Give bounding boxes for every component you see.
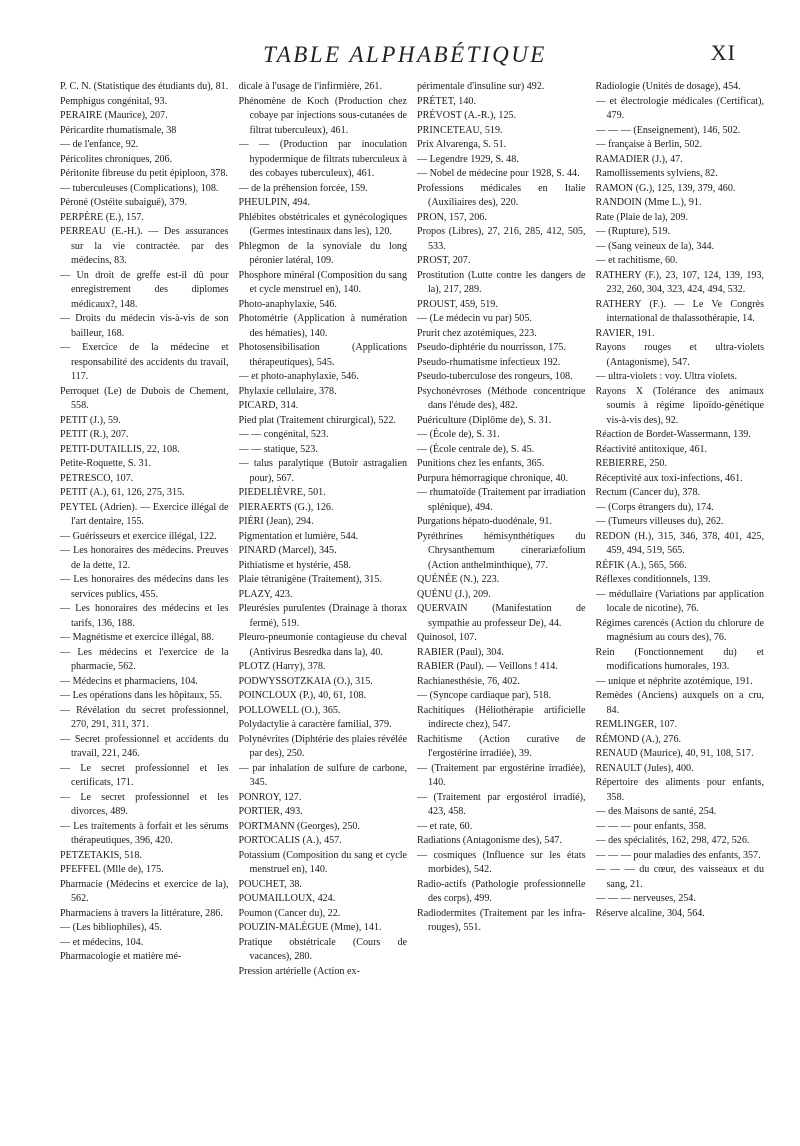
- index-entry: — Legendre 1929, S. 48.: [417, 153, 519, 165]
- index-entry: — médullaire (Variations par application locale de nicotine), 76.: [595, 588, 764, 614]
- index-entry: PERAIRE (Maurice), 207.: [60, 110, 168, 121]
- index-entry: Pied plat (Traitement chirurgical), 522.: [238, 414, 397, 426]
- index-entry: Rate (Plaie de la), 209.: [595, 211, 688, 223]
- index-columns: [60, 80, 764, 1130]
- index-entry: POUCHET, 38.: [238, 878, 302, 890]
- index-entry: POINCLOUX (P.), 40, 61, 108.: [238, 690, 367, 701]
- index-entry: — — congénital, 523.: [238, 429, 329, 440]
- index-entry: Rayons rouges et ultra-violets (Antagonisme), 547.: [595, 342, 764, 368]
- index-entry: Rayons X (Tolérance des animaux soumis à régime lipoïdo-génétique vis-à-vis des), 92.: [595, 385, 764, 426]
- index-entry: PEYTEL (Adrien). — Exercice illégal de l'art dentaire, 155.: [60, 501, 229, 527]
- index-entry: Photosensibilisation (Applications thérapeutiques), 545.: [238, 342, 407, 368]
- index-entry: RABIER (Paul), 304.: [417, 646, 504, 658]
- index-entry: Réceptivité aux toxi-infections, 461.: [595, 472, 743, 484]
- index-entry: — (École centrale de), S. 45.: [417, 443, 535, 455]
- index-entry: PERPÈRE (E.), 157.: [60, 211, 144, 223]
- index-entry: — cosmiques (Influence sur les états morbides), 542.: [417, 849, 586, 875]
- index-entry: RÉMOND (A.), 276.: [595, 733, 682, 745]
- index-entry: Pharmaciens à travers la littérature, 286.: [60, 907, 223, 919]
- index-entry: Pleuro-pneumonie contagieuse du cheval (Antivirus Besredka dans la), 40.: [238, 632, 407, 658]
- index-entry: Phlegmon de la synoviale du long péronier latéral, 109.: [238, 240, 407, 266]
- index-entry: — par inhalation de sulfure de carbone, 345.: [238, 762, 407, 788]
- index-entry: PRÉTET, 140.: [417, 95, 476, 107]
- index-entry: Rachianesthésie, 76, 402.: [417, 675, 520, 687]
- index-entry: Prostitution (Lutte contre les dangers de la), 217, 289.: [417, 269, 586, 295]
- index-entry: Poumon (Cancer du), 22.: [238, 907, 341, 919]
- index-entry: — Nobel de médecine pour 1928, S. 44.: [417, 168, 580, 179]
- index-entry: — rhumatoïde (Traitement par irradiation splénique), 494.: [417, 487, 586, 513]
- index-entry: Pyréthrines hémisynthétiques du Chrysanthemum cinerariæfolium (Action anthelminthique), 77.: [417, 530, 586, 571]
- index-entry: Rein (Fonctionnement du) et modifications humorales, 193.: [595, 646, 764, 672]
- index-entry: — (Traitement par ergostérine irradiée), 140.: [417, 762, 586, 788]
- index-entry: P. C. N. (Statistique des étudiants du), 81.: [60, 81, 229, 92]
- index-entry: RATHERY (F.), 23, 107, 124, 139, 193, 232, 260, 304, 323, 424, 494, 532.: [595, 269, 764, 295]
- index-entry: Réaction de Bordet-Wassermann, 139.: [595, 429, 751, 440]
- index-entry: — tuberculeuses (Complications), 108.: [60, 182, 219, 194]
- index-entry: Pseudo-diphtérie du nourrisson, 175.: [417, 342, 566, 353]
- index-entry: Purpura hémorragique chronique, 40.: [417, 472, 569, 484]
- index-entry: Pression artérielle (Action ex-: [238, 965, 360, 977]
- index-entry: — — — (Enseignement), 146, 502.: [595, 124, 741, 136]
- index-entry: PROST, 207.: [417, 255, 471, 266]
- index-entry: RAMADIER (J.), 47.: [595, 153, 683, 165]
- index-entry: PORTMANN (Georges), 250.: [238, 820, 360, 832]
- index-entry: PERREAU (E.-H.). — Des assurances sur la vie contractée. par des médecins, 83.: [60, 226, 229, 266]
- index-entry: — unique et néphrite azotémique, 191.: [595, 675, 753, 687]
- index-entry: — (Le médecin vu par) 505.: [417, 313, 532, 324]
- index-entry: RÉFIK (A.), 565, 566.: [595, 559, 687, 571]
- index-entry: — Les honoraires des médecins et les tarifs, 136, 188.: [60, 603, 229, 629]
- index-entry: PONROY, 127.: [238, 791, 302, 803]
- index-entry: Pithiatisme et hystérie, 458.: [238, 559, 351, 571]
- index-entry: — — — pour enfants, 358.: [595, 820, 707, 832]
- index-entry: — Secret professionnel et accidents du travail, 221, 246.: [60, 733, 229, 759]
- index-entry: — — — pour maladies des enfants, 357.: [595, 849, 761, 861]
- index-entry: Petite-Roquette, S. 31.: [60, 458, 152, 469]
- index-entry: — talus paralytique (Butoir astragalien pour), 567.: [238, 458, 407, 484]
- index-entry: — Magnétisme et exercice illégal, 88.: [60, 632, 214, 643]
- index-entry: RENAUD (Maurice), 40, 91, 108, 517.: [595, 748, 754, 759]
- index-entry: PIEDELIÈVRE, 501.: [238, 487, 326, 498]
- index-entry: — Le secret professionnel et les divorces, 489.: [60, 791, 229, 817]
- index-entry: Pigmentation et lumière, 544.: [238, 530, 359, 542]
- page-header: [0, 38, 800, 74]
- index-entry: Pseudo-tuberculose des rongeurs, 108.: [417, 371, 573, 382]
- index-entry: — — statique, 523.: [238, 443, 318, 455]
- index-entry: POUMAILLOUX, 424.: [238, 893, 336, 904]
- index-entry: — (Tumeurs villeuses du), 262.: [595, 516, 724, 527]
- index-entry: — Médecins et pharmaciens, 104.: [60, 675, 198, 687]
- index-entry: — française à Berlin, 502.: [595, 139, 703, 150]
- index-entry: QUÉNÉE (N.), 223.: [417, 574, 500, 585]
- index-entry: Répertoire des aliments pour enfants, 358.: [595, 777, 764, 803]
- index-entry: — (Rupture), 519.: [595, 226, 671, 237]
- index-entry: POUZIN-MALÈGUE (Mme), 141.: [238, 922, 382, 933]
- index-entry: PETRESCO, 107.: [60, 472, 134, 484]
- index-entry: Péroné (Ostéite subaiguë), 379.: [60, 197, 187, 208]
- index-entry: — (Sang veineux de la), 344.: [595, 240, 715, 252]
- index-entry: Perroquet (Le) de Dubois de Chement, 558.: [60, 385, 229, 411]
- index-entry: PRINCETEAU, 519.: [417, 124, 503, 136]
- index-entry: — (Syncope cardiaque par), 518.: [417, 690, 551, 701]
- index-entry: — des spécialités, 162, 298, 472, 526.: [595, 835, 750, 846]
- index-entry: — et rachitisme, 60.: [595, 255, 678, 266]
- index-entry: Psychonévroses (Méthode concentrique dans l'étude des), 482.: [417, 385, 586, 411]
- index-entry: Pleurésies purulentes (Drainage à thorax fermé), 519.: [238, 603, 407, 629]
- index-entry: Régimes carencés (Action du chlorure de magnésium au cours des), 76.: [595, 617, 764, 643]
- index-entry: RATHERY (F.). — Le Ve Congrès international de thalassothérapie, 14.: [595, 298, 764, 324]
- index-entry: — (École de), S. 31.: [417, 429, 500, 440]
- index-entry: — Guérisseurs et exercice illégal, 122.: [60, 530, 217, 542]
- index-entry: Potassium (Composition du sang et cycle menstruel en), 140.: [238, 849, 407, 875]
- index-entry: PETIT (R.), 207.: [60, 429, 129, 440]
- index-entry: — ultra-violets : voy. Ultra violets.: [595, 371, 737, 382]
- index-entry: PICARD, 314.: [238, 400, 299, 411]
- index-entry: PETZETAKIS, 518.: [60, 849, 142, 861]
- page-number: XI: [710, 40, 736, 65]
- running-title: TABLE ALPHABÉTIQUE: [263, 42, 547, 67]
- index-entry: Photo-anaphylaxie, 546.: [238, 298, 337, 310]
- index-entry: Plaie tétranigène (Traitement), 315.: [238, 574, 382, 585]
- index-entry: RAVIER, 191.: [595, 327, 655, 339]
- index-entry: — — — nerveuses, 254.: [595, 893, 696, 904]
- index-entry: PETIT (A.), 61, 126, 275, 315.: [60, 487, 185, 498]
- index-column-2: [239, 80, 408, 1130]
- index-entry: Quinosol, 107.: [417, 632, 477, 643]
- index-entry: REBIERRE, 250.: [595, 458, 667, 469]
- index-entry: RABIER (Paul). — Veillons ! 414.: [417, 661, 558, 672]
- index-entry: PODWYSSOTZKAIA (O.), 315.: [238, 675, 373, 687]
- index-entry: — de l'enfance, 92.: [60, 139, 139, 150]
- index-entry: PLAZY, 423.: [238, 588, 293, 600]
- index-column-4: [596, 80, 765, 1130]
- index-entry: — Les traitements à forfait et les sérums thérapeutiques, 396, 420.: [60, 820, 229, 846]
- index-entry: — Les honoraires des médecins. Preuves de la dette, 12.: [60, 545, 229, 571]
- index-entry: Radio-actifs (Pathologie professionnelle des corps), 499.: [417, 878, 586, 904]
- index-entry: Professions médicales en Italie (Auxiliaires des), 220.: [417, 182, 586, 208]
- index-entry: Puériculture (Diplôme de), S. 31.: [417, 414, 552, 426]
- index-entry: Punitions chez les enfants, 365.: [417, 458, 545, 469]
- index-entry: — Révélation du secret professionnel, 270, 291, 311, 371.: [60, 704, 229, 730]
- index-entry: Remèdes (Anciens) auxquels on a cru, 84.: [595, 690, 764, 716]
- index-entry: Pharmacie (Médecins et exercice de la), 562.: [60, 878, 229, 904]
- index-entry: Prix Alvarenga, S. 51.: [417, 139, 507, 150]
- index-entry: Réflexes conditionnels, 139.: [595, 574, 711, 585]
- index-entry: PIERAERTS (G.), 126.: [238, 501, 334, 513]
- index-entry: — Les honoraires des médecins dans les services publics, 455.: [60, 574, 229, 600]
- index-entry: — et rate, 60.: [417, 820, 473, 832]
- index-entry: RENAULT (Jules), 400.: [595, 762, 694, 774]
- index-entry: — et photo-anaphylaxie, 546.: [238, 371, 359, 382]
- index-entry: POLLOWELL (O.), 365.: [238, 704, 341, 716]
- index-entry: Purgations hépato-duodénale, 91.: [417, 516, 552, 527]
- index-entry: — et électrologie médicales (Certificat), 479.: [595, 95, 764, 121]
- index-entry: — Le secret professionnel et les certificats, 171.: [60, 762, 229, 788]
- index-entry: REMLINGER, 107.: [595, 719, 678, 730]
- index-entry: RANDOIN (Mme L.), 91.: [595, 197, 702, 208]
- index-entry: Péricardite rhumatismale, 38: [60, 124, 177, 136]
- index-entry: — (Traitement par ergostérol irradié), 423, 458.: [417, 791, 586, 817]
- index-entry: Pemphigus congénital, 93.: [60, 95, 168, 107]
- index-entry: PRON, 157, 206.: [417, 211, 487, 223]
- index-entry: Rachitiques (Héliothérapie artificielle indirecte chez), 547.: [417, 704, 586, 730]
- index-entry: QUERVAIN (Manifestation de sympathie au professeur De), 44.: [417, 603, 586, 629]
- index-entry: Phylaxie cellulaire, 378.: [238, 385, 337, 397]
- index-entry: Réactivité antitoxique, 461.: [595, 443, 708, 455]
- index-entry: — Les opérations dans les hôpitaux, 55.: [60, 690, 223, 701]
- index-entry: — de la préhension forcée, 159.: [238, 182, 368, 194]
- index-entry: PORTOCALIS (A.), 457.: [238, 835, 342, 846]
- index-entry: — Droits du médecin vis-à-vis de son bailleur, 168.: [60, 313, 229, 339]
- index-column-1: [60, 80, 229, 1130]
- index-entry: Rachitisme (Action curative de l'ergostérine irradiée), 39.: [417, 733, 586, 759]
- index-entry: périmentale d'insuline sur) 492.: [417, 81, 545, 92]
- index-entry: — (Les bibliophiles), 45.: [60, 922, 162, 933]
- index-entry: PIÉRI (Jean), 294.: [238, 516, 314, 527]
- index-entry: — — (Production par inoculation hypodermique de filtrats tuberculeux à des cobayes tuberculeux), 461.: [238, 139, 407, 179]
- index-entry: PRÉVOST (A.-R.), 125.: [417, 110, 517, 121]
- index-entry: RAMON (G.), 125, 139, 379, 460.: [595, 182, 736, 194]
- index-entry: Réserve alcaline, 304, 564.: [595, 907, 705, 919]
- index-entry: Radiations (Antagonisme des), 547.: [417, 835, 562, 846]
- index-entry: Photométrie (Application à numération des hématies), 140.: [238, 313, 407, 339]
- index-entry: PLOTZ (Harry), 378.: [238, 661, 326, 672]
- index-entry: Propos (Libres), 27, 216, 285, 412, 505, 533.: [417, 226, 586, 252]
- index-entry: Polynévrites (Diphtérie des plaies révélée par des), 250.: [238, 733, 407, 759]
- index-entry: Pratique obstétricale (Cours de vacances), 280.: [238, 936, 407, 962]
- index-entry: Pharmacologie et matière mé-: [60, 951, 182, 962]
- index-entry: PHEULPIN, 494.: [238, 197, 310, 208]
- index-column-3: [417, 80, 586, 1130]
- index-entry: — — — du cœur, des vaisseaux et du sang, 21.: [595, 864, 764, 890]
- index-entry: Phosphore minéral (Composition du sang et cycle menstruel en), 140.: [238, 269, 407, 295]
- index-entry: PROUST, 459, 519.: [417, 298, 498, 310]
- index-entry: — (Corps étrangers du), 174.: [595, 501, 714, 513]
- index-entry: PETIT-DUTAILLIS, 22, 108.: [60, 443, 180, 455]
- index-entry: — Un droit de greffe est-il dû pour enregistrement des diplomes médicaux?, 148.: [60, 269, 229, 310]
- index-entry: PFEFFEL (Mlle de), 175.: [60, 864, 164, 875]
- index-entry: PINARD (Marcel), 345.: [238, 545, 337, 556]
- index-entry: REDON (H.), 315, 346, 378, 401, 425, 459, 494, 519, 565.: [595, 530, 764, 556]
- index-entry: dicale à l'usage de l'infirmière, 261.: [238, 81, 382, 92]
- index-entry: Phénomène de Koch (Production chez cobaye par injections sous-cutanées de filtrat tuberculeux), 461.: [238, 95, 407, 136]
- index-entry: — des Maisons de santé, 254.: [595, 806, 717, 817]
- index-entry: PORTIER, 493.: [238, 806, 303, 817]
- index-entry: Ramollissements sylviens, 82.: [595, 168, 718, 179]
- index-entry: Prurit chez azotémiques, 223.: [417, 327, 537, 339]
- index-entry: Phlébites obstétricales et gynécologiques (Germes intestinaux dans les), 120.: [238, 211, 407, 237]
- index-entry: — Les médecins et l'exercice de la pharmacie, 562.: [60, 646, 229, 672]
- index-entry: — Exercice de la médecine et responsabilité des accidents du travail, 117.: [60, 342, 229, 382]
- index-entry: Péricolites chroniques, 206.: [60, 153, 173, 165]
- index-entry: Radiodermites (Traitement par les infra-rouges), 551.: [417, 907, 586, 933]
- index-entry: — et médecins, 104.: [60, 936, 144, 948]
- index-entry: QUÉNU (J.), 209.: [417, 588, 491, 600]
- index-entry: Polydactylie à caractère familial, 379.: [238, 719, 392, 730]
- index-entry: PETIT (J.), 59.: [60, 414, 121, 426]
- index-entry: Rectum (Cancer du), 378.: [595, 487, 701, 498]
- index-entry: Péritonite fibreuse du petit épiploon, 378.: [60, 168, 228, 179]
- index-entry: Radiologie (Unités de dosage), 454.: [595, 81, 741, 92]
- index-entry: Pseudo-rhumatisme infectieux 192.: [417, 356, 561, 368]
